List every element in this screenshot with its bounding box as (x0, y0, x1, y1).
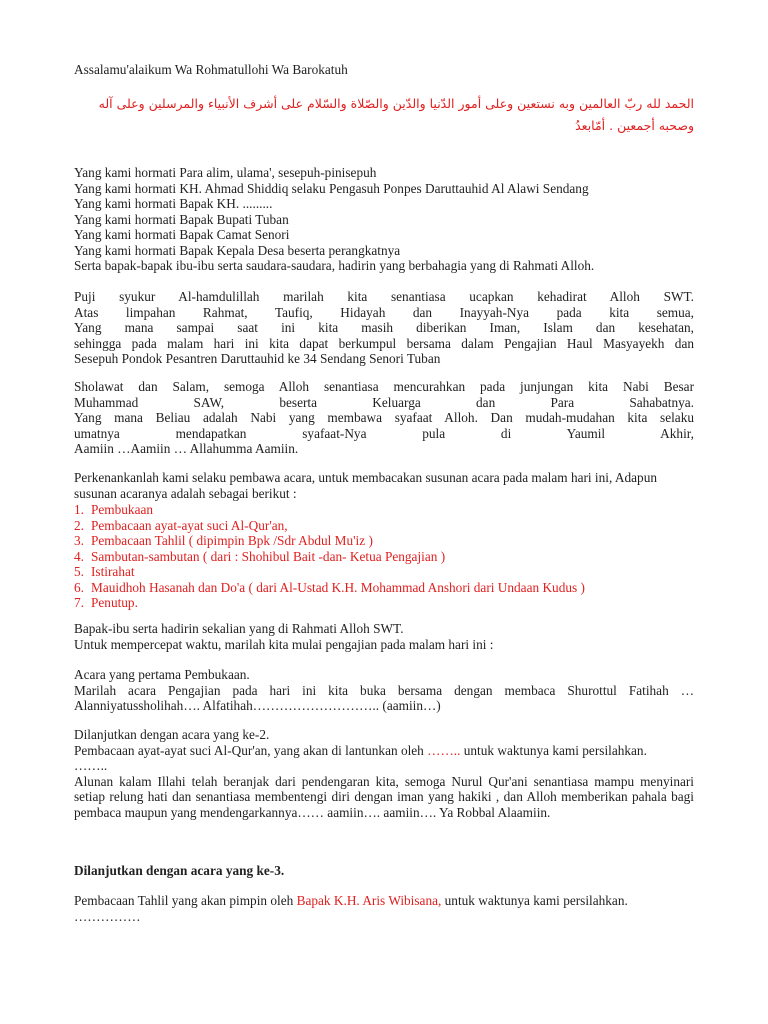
paragraph-line: Sholawat dan Salam, semoga Alloh senantiasa mencurahkan pada junjungan kita Nabi Besar (74, 379, 694, 394)
honorific-line: Serta bapak-bapak ibu-ibu serta saudara-saudara, hadirin yang berbahagia yang di Rahmati Alloh. (74, 258, 595, 273)
agenda-text: Mauidhoh Hasanah dan Do'a ( dari Al-Ustad K.H. Mohammad Anshori dari Undaan Kudus ) (91, 579, 585, 595)
placeholder-dots: …….. (427, 742, 461, 758)
agenda-item (74, 580, 694, 596)
section-heading: Acara yang pertama Pembukaan. (74, 667, 250, 682)
paragraph-line: Untuk mempercepat waktu, marilah kita mulai pengajian pada malam hari ini : (74, 636, 494, 652)
agenda-intro (74, 470, 694, 501)
paragraph-text: Marilah acara Pengajian pada hari ini kita buka bersama dengan membaca Shurottul Fatihah … Alanniyatussholihah…. Alfatihah……………………….. (aamiin…) (74, 682, 694, 713)
paragraph-line: Bapak-ibu serta hadirin sekalian yang di Rahmati Alloh SWT. (74, 621, 404, 636)
paragraph-line: Sesepuh Pondok Pesantren Daruttauhid ke 34 Sendang Senori Tuban (74, 351, 441, 366)
paragraph-text (74, 743, 694, 759)
paragraph-line: umatnya mendapatkan syafaat-Nya pula di Yaumil Akhir, (74, 425, 694, 441)
honorific-line: Yang kami hormati Bapak KH. ......... (74, 196, 273, 211)
acara-ketiga-heading-block (74, 863, 694, 879)
acara-pertama-block (74, 667, 694, 714)
agenda-item (74, 533, 694, 549)
agenda-number: 6. (74, 579, 84, 595)
text-segment: Pembacaan ayat-ayat suci Al-Qur'an, yang akan di lantunkan oleh (74, 742, 428, 758)
paragraph-text: Alunan kalam Illahi telah beranjak dari pendengaran kita, semoga Nurul Qur'ani senantiasa mampu menyinari setiap relung hati dan senantiasa membentengi diri dengan iman yang hakiki , dan Alloh memberikan pahala bagi pembaca maupun yang mendengarkannya…… aamiin…. aamiin…. Ya Robbal Alaamiin. (74, 773, 694, 820)
section-heading: Dilanjutkan dengan acara yang ke-2. (74, 727, 270, 742)
paragraph-line: Yang mana Beliau adalah Nabi yang membawa syafaat Alloh. Dan mudah-mudahan kita selaku (74, 410, 694, 425)
paragraph-line: Aamiin …Aamiin … Allahumma Aamiin. (74, 441, 299, 456)
paragraph-text: Perkenankanlah kami selaku pembawa acara, untuk membacakan susunan acara pada malam hari ini, Adapun susunan acaranya adalah sebagai berikut : (74, 470, 657, 501)
acara-ketiga-block (74, 893, 694, 924)
paragraph-line: Yang mana sampai saat ini kita masih diberikan Iman, Islam dan kesehatan, (74, 320, 694, 335)
agenda-number: 7. (74, 595, 84, 610)
honorific-line: Yang kami hormati Bapak Camat Senori (74, 227, 290, 242)
agenda-item (74, 564, 694, 580)
honorific-line: Yang kami hormati KH. Ahmad Shiddiq selaku Pengasuh Ponpes Daruttauhid Al Alawi Sendang (74, 180, 589, 196)
paragraph-line: Atas limpahan Rahmat, Taufiq, Hidayah dan Inayyah-Nya pada kita semua, (74, 304, 694, 320)
honorifics-block (74, 165, 694, 274)
puji-syukur-paragraph (74, 289, 694, 367)
text-segment: untuk waktunya kami persilahkan. (460, 742, 647, 758)
placeholder-dots: …….. (74, 758, 108, 773)
honorific-line: Yang kami hormati Bapak Bupati Tuban (74, 211, 289, 227)
agenda-number: 2. (74, 517, 84, 533)
agenda-item (74, 595, 694, 611)
paragraph-text (74, 893, 694, 909)
agenda-number: 4. (74, 548, 84, 564)
honorific-line: Yang kami hormati Para alim, ulama', sesepuh-pinisepuh (74, 165, 377, 180)
section-heading: Dilanjutkan dengan acara yang ke-3. (74, 863, 285, 878)
placeholder-dots: …………… (74, 908, 141, 924)
text-segment: untuk waktunya kami persilahkan. (441, 893, 628, 908)
agenda-list (74, 502, 694, 611)
agenda-item (74, 518, 694, 534)
sholawat-paragraph (74, 379, 694, 457)
agenda-number: 1. (74, 502, 84, 517)
agenda-text: Sambutan-sambutan ( dari : Shohibul Bait -dan- Ketua Pengajian ) (91, 548, 446, 564)
leader-name: Bapak K.H. Aris Wibisana, (296, 893, 442, 908)
bapak-ibu-block (74, 621, 694, 652)
agenda-text: Penutup. (91, 595, 138, 610)
honorific-line: Yang kami hormati Bapak Kepala Desa beserta perangkatnya (74, 242, 401, 258)
paragraph-line: Puji syukur Al-hamdulillah marilah kita senantiasa ucapkan kehadirat Alloh SWT. (74, 289, 694, 304)
text-segment: Pembacaan Tahlil yang akan pimpin oleh (74, 893, 297, 908)
agenda-number: 3. (74, 533, 84, 548)
agenda-text: Istirahat (91, 564, 135, 579)
agenda-number: 5. (74, 564, 84, 579)
paragraph-line: sehingga pada malam hari ini kita dapat berkumpul bersama dalam Pengajian Haul Masyayekh dan (74, 335, 694, 351)
paragraph-line: Muhammad SAW, beserta Keluarga dan Para Sahabatnya. (74, 394, 694, 410)
agenda-text: Pembacaan ayat-ayat suci Al-Qur'an, (91, 517, 288, 533)
agenda-text: Pembacaan Tahlil ( dipimpin Bpk /Sdr Abdul Mu'iz ) (91, 533, 373, 548)
arabic-opening: الحمد لله ربّ العالمين وبه نستعين وعلى أمور الدّنيا والدّين والصّلاة والسّلام على أشرف الأنبياء والمرسلين وعلى آله وصحبه أجمعين . أمّابعدُ (98, 96, 694, 133)
agenda-item (74, 549, 694, 565)
acara-kedua-block (74, 727, 694, 820)
agenda-text: Pembukaan (91, 502, 154, 517)
agenda-item (74, 502, 694, 518)
greeting: Assalamu'alaikum Wa Rohmatullohi Wa Barokatuh (74, 62, 348, 77)
